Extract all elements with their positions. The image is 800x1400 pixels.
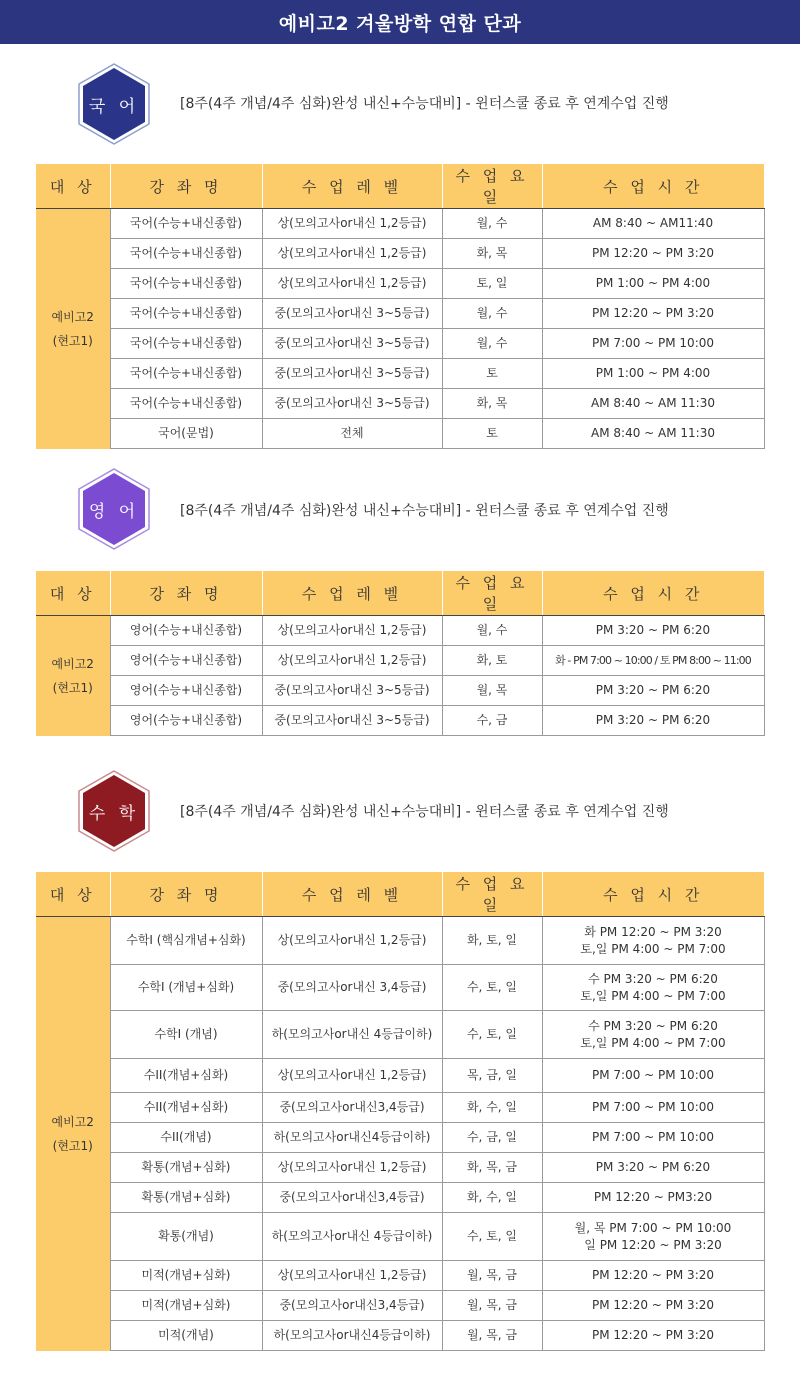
column-header: 수 업 시 간	[542, 872, 764, 917]
course-name-cell: 미적(개념+심화)	[110, 1291, 262, 1321]
class-time-line: PM 3:20 ~ PM 6:20	[595, 713, 711, 727]
column-header: 수 업 요 일	[442, 872, 542, 917]
class-days-cell: 화, 수, 일	[442, 1093, 542, 1123]
course-name-cell: 국어(수능+내신종합)	[110, 359, 262, 389]
class-time-cell	[542, 389, 764, 419]
course-name-cell: 확통(개념+심화)	[110, 1153, 262, 1183]
course-name-cell: 수II(개념)	[110, 1123, 262, 1153]
class-time-cell	[542, 706, 764, 736]
class-time-line: 일 PM 12:20 ~ PM 3:20	[584, 1237, 722, 1252]
class-level-cell: 하(모의고사or내신4등급이하)	[262, 1123, 442, 1153]
class-time-cell	[542, 965, 764, 1011]
class-time-cell	[542, 329, 764, 359]
course-name-cell: 미적(개념)	[110, 1321, 262, 1351]
class-time-cell	[542, 299, 764, 329]
class-level-cell: 하(모의고사or내신 4등급이하)	[262, 1213, 442, 1261]
class-time-cell	[542, 1059, 764, 1093]
table-row	[36, 1261, 764, 1291]
class-days-cell: 수, 금, 일	[442, 1123, 542, 1153]
class-time-line: 화 - PM 7:00 ~ 10:00 / 토 PM 8:00 ~ 11:00	[555, 654, 751, 667]
class-time-cell	[542, 1123, 764, 1153]
english-subject-label: 영 어	[88, 501, 140, 522]
class-level-cell: 중(모의고사or내신3,4등급)	[262, 1093, 442, 1123]
course-name-cell: 수II(개념+심화)	[110, 1059, 262, 1093]
table-row	[36, 269, 764, 299]
class-time-cell	[542, 209, 764, 239]
table-row	[36, 1321, 764, 1351]
column-header: 수 업 시 간	[542, 571, 764, 616]
column-header: 대 상	[36, 571, 110, 616]
class-time-cell	[542, 1291, 764, 1321]
class-days-cell: 수, 토, 일	[442, 1213, 542, 1261]
target-grade-cell	[36, 616, 110, 736]
class-time-cell	[542, 239, 764, 269]
table-row	[36, 1093, 764, 1123]
class-time-cell	[542, 1213, 764, 1261]
class-level-cell: 상(모의고사or내신 1,2등급)	[262, 646, 442, 676]
course-name-cell: 수학I (핵심개념+심화)	[110, 917, 262, 965]
class-days-cell: 화, 목	[442, 389, 542, 419]
table-row	[36, 1291, 764, 1321]
class-time-cell	[542, 646, 764, 676]
class-level-cell: 중(모의고사or내신 3~5등급)	[262, 329, 442, 359]
class-days-cell: 수, 토, 일	[442, 965, 542, 1011]
table-row	[36, 1011, 764, 1059]
header-row	[36, 164, 764, 209]
class-time-line: 토,일 PM 4:00 ~ PM 7:00	[580, 941, 726, 956]
korean-schedule-table	[36, 164, 765, 449]
class-time-cell	[542, 419, 764, 449]
class-days-cell: 월, 수	[442, 329, 542, 359]
class-time-line: 수 PM 3:20 ~ PM 6:20	[588, 971, 718, 986]
table-row	[36, 917, 764, 965]
banner-title: 예비고2 겨울방학 연합 단과	[278, 12, 522, 35]
class-level-cell: 중(모의고사or내신3,4등급)	[262, 1291, 442, 1321]
table-row	[36, 329, 764, 359]
class-time-line: PM 12:20 ~ PM 3:20	[591, 306, 715, 320]
class-time-cell	[542, 1093, 764, 1123]
class-time-line: 월, 목 PM 7:00 ~ PM 10:00	[574, 1220, 732, 1235]
class-level-cell: 중(모의고사or내신 3~5등급)	[262, 676, 442, 706]
class-level-cell: 상(모의고사or내신 1,2등급)	[262, 616, 442, 646]
target-grade-line: 예비고2	[51, 309, 94, 324]
class-days-cell: 월, 목, 금	[442, 1291, 542, 1321]
course-name-cell: 확통(개념+심화)	[110, 1183, 262, 1213]
course-name-cell: 국어(수능+내신종합)	[110, 239, 262, 269]
column-header: 수 업 요 일	[442, 571, 542, 616]
class-time-line: PM 3:20 ~ PM 6:20	[595, 1160, 711, 1174]
class-time-line: PM 7:00 ~ PM 10:00	[591, 336, 715, 350]
class-days-cell: 화, 목, 금	[442, 1153, 542, 1183]
korean-hexagon-badge	[78, 63, 150, 145]
class-level-cell: 중(모의고사or내신 3~5등급)	[262, 706, 442, 736]
class-level-cell: 중(모의고사or내신3,4등급)	[262, 1183, 442, 1213]
class-time-cell	[542, 359, 764, 389]
column-header: 강 좌 명	[110, 164, 262, 209]
class-days-cell: 월, 수	[442, 209, 542, 239]
english-table-body	[36, 616, 764, 736]
class-days-cell: 월, 수	[442, 616, 542, 646]
column-header: 수 업 요 일	[442, 164, 542, 209]
class-level-cell: 상(모의고사or내신 1,2등급)	[262, 209, 442, 239]
class-level-cell: 상(모의고사or내신 1,2등급)	[262, 1153, 442, 1183]
class-level-cell: 상(모의고사or내신 1,2등급)	[262, 1261, 442, 1291]
header-row	[36, 571, 764, 616]
course-name-cell: 확통(개념)	[110, 1213, 262, 1261]
target-grade-line: 예비고2	[51, 1114, 94, 1129]
class-days-cell: 수, 금	[442, 706, 542, 736]
class-time-line: PM 3:20 ~ PM 6:20	[595, 623, 711, 637]
table-row	[36, 1059, 764, 1093]
class-days-cell: 화, 토, 일	[442, 917, 542, 965]
class-time-cell	[542, 1321, 764, 1351]
class-days-cell: 월, 목, 금	[442, 1261, 542, 1291]
class-level-cell: 전체	[262, 419, 442, 449]
course-name-cell: 미적(개념+심화)	[110, 1261, 262, 1291]
target-grade-sub-line: (현고1)	[52, 1138, 93, 1153]
column-header: 수 업 레 벨	[262, 571, 442, 616]
course-name-cell: 영어(수능+내신종합)	[110, 616, 262, 646]
column-header: 대 상	[36, 164, 110, 209]
table-row	[36, 239, 764, 269]
page-banner	[0, 0, 800, 44]
class-days-cell: 월, 수	[442, 299, 542, 329]
target-grade-cell	[36, 917, 110, 1351]
table-row	[36, 676, 764, 706]
column-header: 대 상	[36, 872, 110, 917]
class-time-cell	[542, 917, 764, 965]
header-row	[36, 872, 764, 917]
table-row	[36, 359, 764, 389]
class-time-line: 수 PM 3:20 ~ PM 6:20	[588, 1018, 718, 1033]
class-time-line: PM 1:00 ~ PM 4:00	[595, 366, 711, 380]
table-row	[36, 1213, 764, 1261]
class-time-cell	[542, 676, 764, 706]
class-time-line: AM 8:40 ~ AM11:40	[592, 216, 714, 230]
class-level-cell: 하(모의고사or내신 4등급이하)	[262, 1011, 442, 1059]
table-row	[36, 1183, 764, 1213]
class-time-cell	[542, 616, 764, 646]
course-name-cell: 국어(문법)	[110, 419, 262, 449]
target-grade-cell	[36, 209, 110, 449]
class-time-line: PM 1:00 ~ PM 4:00	[595, 276, 711, 290]
class-level-cell: 중(모의고사or내신 3,4등급)	[262, 965, 442, 1011]
course-name-cell: 수II(개념+심화)	[110, 1093, 262, 1123]
column-header: 수 업 레 벨	[262, 872, 442, 917]
course-name-cell: 국어(수능+내신종합)	[110, 299, 262, 329]
english-course-description: [8주(4주 개념/4주 심화)완성 내신+수능대비] - 윈터스쿨 종료 후 연계수업 진행	[180, 503, 669, 519]
class-level-cell: 상(모의고사or내신 1,2등급)	[262, 269, 442, 299]
table-row	[36, 419, 764, 449]
class-days-cell: 월, 목	[442, 676, 542, 706]
target-grade-sub-line: (현고1)	[52, 333, 93, 348]
class-time-cell	[542, 269, 764, 299]
class-time-line: PM 12:20 ~ PM3:20	[593, 1190, 713, 1204]
class-time-line: 토,일 PM 4:00 ~ PM 7:00	[580, 988, 726, 1003]
class-time-line: PM 7:00 ~ PM 10:00	[591, 1068, 715, 1082]
class-days-cell: 토	[442, 359, 542, 389]
korean-table-body	[36, 209, 764, 449]
class-time-line: PM 7:00 ~ PM 10:00	[591, 1130, 715, 1144]
class-days-cell: 월, 목, 금	[442, 1321, 542, 1351]
class-time-cell	[542, 1011, 764, 1059]
math-course-description: [8주(4주 개념/4주 심화)완성 내신+수능대비] - 윈터스쿨 종료 후 연계수업 진행	[180, 804, 669, 820]
class-time-line: AM 8:40 ~ AM 11:30	[591, 396, 715, 410]
math-hexagon-badge	[78, 770, 150, 852]
class-time-line: PM 12:20 ~ PM 3:20	[591, 1328, 715, 1342]
class-level-cell: 중(모의고사or내신 3~5등급)	[262, 299, 442, 329]
math-subject-label: 수 학	[88, 803, 140, 824]
target-grade-sub-line: (현고1)	[52, 680, 93, 695]
table-row	[36, 965, 764, 1011]
column-header: 수 업 시 간	[542, 164, 764, 209]
class-days-cell: 토	[442, 419, 542, 449]
course-name-cell: 수학I (개념+심화)	[110, 965, 262, 1011]
class-time-cell	[542, 1153, 764, 1183]
table-row	[36, 1123, 764, 1153]
class-time-line: 화 PM 12:20 ~ PM 3:20	[584, 924, 722, 939]
math-table-body	[36, 917, 764, 1351]
class-time-line: PM 12:20 ~ PM 3:20	[591, 246, 715, 260]
class-time-line: 토,일 PM 4:00 ~ PM 7:00	[580, 1035, 726, 1050]
class-time-cell	[542, 1261, 764, 1291]
column-header: 강 좌 명	[110, 872, 262, 917]
course-name-cell: 수학I (개념)	[110, 1011, 262, 1059]
column-header: 수 업 레 벨	[262, 164, 442, 209]
class-level-cell: 상(모의고사or내신 1,2등급)	[262, 239, 442, 269]
class-days-cell: 수, 토, 일	[442, 1011, 542, 1059]
class-days-cell: 화, 토	[442, 646, 542, 676]
class-time-line: PM 12:20 ~ PM 3:20	[591, 1298, 715, 1312]
class-time-line: PM 7:00 ~ PM 10:00	[591, 1100, 715, 1114]
class-days-cell: 화, 수, 일	[442, 1183, 542, 1213]
column-header: 강 좌 명	[110, 571, 262, 616]
course-name-cell: 국어(수능+내신종합)	[110, 329, 262, 359]
course-name-cell: 국어(수능+내신종합)	[110, 389, 262, 419]
math-schedule-table	[36, 872, 765, 1351]
table-row	[36, 299, 764, 329]
class-level-cell: 상(모의고사or내신 1,2등급)	[262, 917, 442, 965]
class-level-cell: 중(모의고사or내신 3~5등급)	[262, 359, 442, 389]
table-row	[36, 1153, 764, 1183]
class-level-cell: 상(모의고사or내신 1,2등급)	[262, 1059, 442, 1093]
korean-subject-label: 국 어	[88, 96, 140, 117]
table-row	[36, 646, 764, 676]
course-name-cell: 영어(수능+내신종합)	[110, 646, 262, 676]
class-level-cell: 하(모의고사or내신4등급이하)	[262, 1321, 442, 1351]
class-time-line: PM 12:20 ~ PM 3:20	[591, 1268, 715, 1282]
korean-course-description: [8주(4주 개념/4주 심화)완성 내신+수능대비] - 윈터스쿨 종료 후 연계수업 진행	[180, 96, 669, 112]
korean-table-header	[36, 164, 764, 209]
class-days-cell: 토, 일	[442, 269, 542, 299]
course-name-cell: 영어(수능+내신종합)	[110, 676, 262, 706]
math-table-header	[36, 872, 764, 917]
table-row	[36, 706, 764, 736]
table-row	[36, 389, 764, 419]
target-grade-line: 예비고2	[51, 656, 94, 671]
course-name-cell: 영어(수능+내신종합)	[110, 706, 262, 736]
class-time-line: AM 8:40 ~ AM 11:30	[591, 426, 715, 440]
table-row	[36, 616, 764, 646]
course-name-cell: 국어(수능+내신종합)	[110, 269, 262, 299]
class-days-cell: 목, 금, 일	[442, 1059, 542, 1093]
course-name-cell: 국어(수능+내신종합)	[110, 209, 262, 239]
english-table-header	[36, 571, 764, 616]
class-time-cell	[542, 1183, 764, 1213]
class-days-cell: 화, 목	[442, 239, 542, 269]
class-time-line: PM 3:20 ~ PM 6:20	[595, 683, 711, 697]
class-level-cell: 중(모의고사or내신 3~5등급)	[262, 389, 442, 419]
table-row	[36, 209, 764, 239]
english-schedule-table	[36, 571, 765, 736]
english-hexagon-badge	[78, 468, 150, 550]
